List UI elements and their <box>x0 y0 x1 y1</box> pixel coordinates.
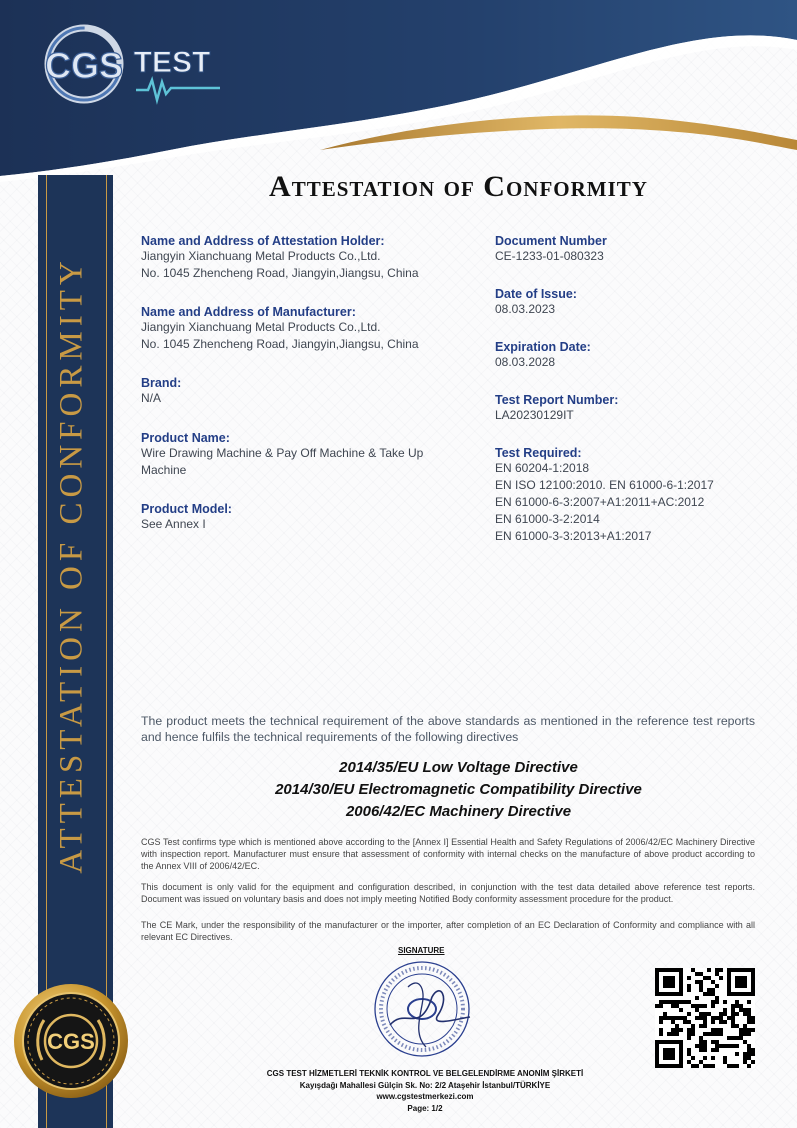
test-report-number-label: Test Report Number: <box>495 393 619 407</box>
test-required-label: Test Required: <box>495 446 582 460</box>
attestation-holder-section <box>141 234 461 282</box>
company-address: Kayışdağı Mahallesi Gülçin Sk. No: 2/2 Ataşehir İstanbul/TÜRKİYE <box>299 1080 551 1090</box>
brand-label: Brand: <box>141 376 182 390</box>
test-required-section <box>495 446 755 545</box>
fine-print-paragraph: This document is only valid for the equipment and configuration described, in conjunction with the test data detailed above reference test reports. Document was issued on voluntary basis and does not imply meeting Notified Body conformity assessment procedure for the product. <box>141 882 755 904</box>
page-number: Page: 1/2 <box>407 1103 443 1113</box>
directives-list <box>120 757 797 823</box>
test-standard: EN 61000-3-3:2013+A1:2017 <box>495 529 652 543</box>
attestation-holder-address: No. 1045 Zhencheng Road, Jiangyin,Jiangsu, China <box>141 266 419 280</box>
expiration-date-label: Expiration Date: <box>495 340 591 354</box>
fine-print-paragraph: The CE Mark, under the responsibility of the manufacturer or the importer, after completion of an EC Declaration of Conformity and compliance with all relevant EC Directives. <box>141 920 755 942</box>
date-of-issue-section <box>495 287 755 318</box>
vertical-title: ATTESTATION OF CONFORMITY <box>53 256 90 874</box>
test-report-number-section <box>495 393 755 424</box>
signature-label: SIGNATURE <box>398 946 445 955</box>
manufacturer-address: No. 1045 Zhencheng Road, Jiangyin,Jiangsu, China <box>141 337 419 351</box>
document-number-label: Document Number <box>495 234 607 248</box>
test-report-number-value: LA20230129IT <box>495 408 574 422</box>
product-model-value: See Annex I <box>141 517 206 531</box>
directive-low-voltage: 2014/35/EU Low Voltage Directive <box>339 759 578 776</box>
expiration-date-value: 08.03.2028 <box>495 355 556 369</box>
product-name-line-1: Wire Drawing Machine & Pay Off Machine & Take Up <box>141 446 424 460</box>
test-standard: EN ISO 12100:2010. EN 61000-6-1:2017 <box>495 478 714 492</box>
svg-text:CGS: CGS <box>47 1029 95 1054</box>
product-model-section <box>141 502 461 533</box>
document-number-value: CE-1233-01-080323 <box>495 249 604 263</box>
expiration-date-section <box>495 340 755 371</box>
document-title: Attestation of Conformity <box>269 170 648 203</box>
svg-text:TEST: TEST <box>133 46 211 79</box>
brand-value: N/A <box>141 391 162 405</box>
directive-machinery: 2006/42/EC Machinery Directive <box>345 803 572 820</box>
date-of-issue-label: Date of Issue: <box>495 287 577 301</box>
company-footer <box>200 1068 650 1114</box>
manufacturer-section <box>141 305 461 353</box>
conformity-statement: The product meets the technical requirement of the above standards as mentioned in the reference test reports and hence fulfils the technical requirements of the following directives <box>141 714 755 744</box>
document-number-section <box>495 234 755 265</box>
product-model-label: Product Model: <box>141 502 232 516</box>
svg-text:CGS: CGS <box>44 45 124 86</box>
manufacturer-name: Jiangyin Xianchuang Metal Products Co.,Ltd. <box>141 320 381 334</box>
manufacturer-label: Name and Address of Manufacturer: <box>141 305 356 319</box>
cgs-test-logo <box>44 22 224 117</box>
date-of-issue-value: 08.03.2023 <box>495 302 556 316</box>
test-standard: EN 60204-1:2018 <box>495 461 590 475</box>
test-standard: EN 61000-3-2:2014 <box>495 512 600 526</box>
product-name-label: Product Name: <box>141 431 230 445</box>
attestation-holder-name: Jiangyin Xianchuang Metal Products Co.,Ltd. <box>141 249 381 263</box>
directive-emc: 2014/30/EU Electromagnetic Compatibility Directive <box>275 781 642 798</box>
attestation-holder-label: Name and Address of Attestation Holder: <box>141 234 385 248</box>
cgs-test-logo-icon <box>44 22 224 112</box>
company-name: CGS TEST HİZMETLERİ TEKNİK KONTROL VE BELGELENDİRME ANONİM ŞİRKETİ <box>266 1069 584 1078</box>
product-name-section <box>141 431 461 479</box>
brand-section <box>141 376 461 407</box>
test-standard: EN 61000-6-3:2007+A1:2011+AC:2012 <box>495 495 705 509</box>
circular-company-stamp-icon <box>370 957 480 1062</box>
qr-code-icon[interactable] <box>655 968 755 1068</box>
product-name-line-2: Machine <box>141 463 187 477</box>
company-website: www.cgstestmerkezi.com <box>376 1092 474 1101</box>
gold-laurel-seal-icon <box>12 982 130 1100</box>
fine-print-paragraph: CGS Test confirms type which is mentioned above according to the [Annex I] Essential Health and Safety Regulations of 2006/42/EC Machinery Directive with inspection report. Manufacturer must ensure that assessment of conformity with internal checks on the manufacture of above product according to the Annex VIII of 2006/42/EC. <box>141 837 755 871</box>
